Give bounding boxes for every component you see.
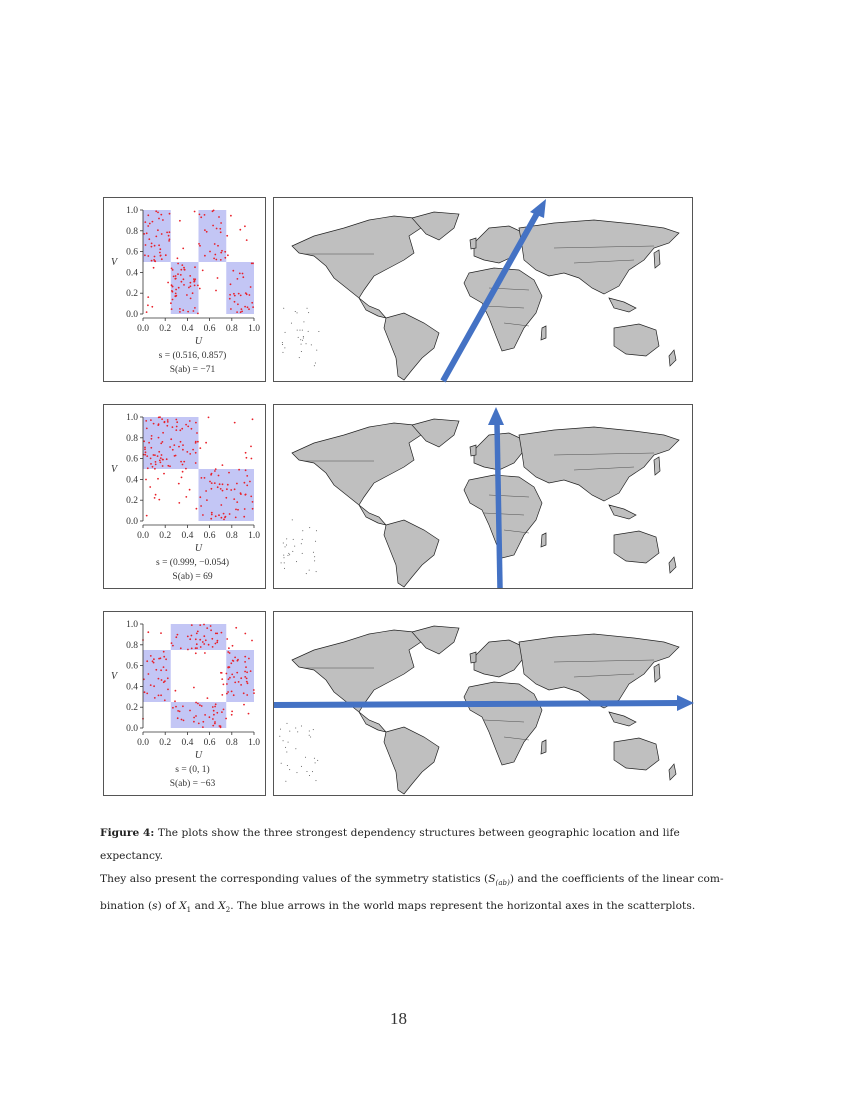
symmetry-statistic-label: S(ab) = −71 — [169, 365, 216, 375]
x-tick-label: 0.4 — [181, 531, 194, 541]
y-axis-label: V — [110, 464, 118, 475]
y-tick-label: 0.2 — [126, 703, 138, 714]
shaded-region — [226, 262, 254, 314]
x-tick-label: 0.2 — [159, 531, 172, 541]
coefficients-label: s = (0.999, −0.054) — [156, 558, 229, 568]
y-tick-label: 1.0 — [126, 620, 138, 630]
y-tick-label: 0.6 — [126, 661, 138, 672]
caption-line-3c: . The blue arrows in the world maps represent the horizontal axes in the scatterplots. — [230, 900, 696, 913]
world-map-panel-1 — [273, 197, 693, 382]
y-tick-label: 1.0 — [126, 206, 138, 216]
x-tick-label: 0.6 — [203, 531, 216, 541]
symmetry-statistic-label: S(ab) = −63 — [169, 779, 216, 789]
page-number: 18 — [390, 1009, 407, 1028]
world-map-3 — [274, 612, 694, 797]
world-map-panel-2 — [273, 404, 693, 589]
coefficients-label: s = (0, 1) — [175, 765, 210, 775]
y-tick-label: 0.8 — [126, 640, 138, 651]
shaded-region — [171, 624, 227, 650]
x-tick-label: 0.2 — [159, 324, 172, 334]
x-tick-label: 0.4 — [181, 738, 194, 748]
y-tick-label: 0.2 — [126, 289, 138, 300]
x-axis-label: U — [194, 543, 203, 554]
x1-subscript: 1 — [186, 906, 192, 915]
shaded-region — [226, 650, 254, 702]
x-tick-label: 1.0 — [248, 738, 260, 748]
caption-line-2a: They also present the corresponding values of the symmetry statistics ( — [100, 873, 489, 885]
x-tick-label: 0.2 — [159, 738, 172, 748]
caption-line-1: The plots show the three strongest dependency structures between geographic location and life expectancy. — [100, 827, 680, 862]
y-tick-label: 0.6 — [126, 247, 138, 258]
x-tick-label: 0.0 — [137, 324, 149, 334]
y-tick-label: 1.0 — [126, 413, 138, 423]
scatter-panel-1 — [103, 197, 266, 382]
x-tick-label: 0.4 — [181, 324, 194, 334]
world-landmasses — [292, 626, 679, 794]
scatter-panel-3 — [103, 611, 266, 796]
scatterplot-2 — [104, 405, 267, 590]
y-tick-label: 0.0 — [126, 724, 138, 734]
shaded-region — [143, 417, 199, 469]
x-tick-label: 0.6 — [203, 738, 216, 748]
x-axis-label: U — [194, 336, 203, 347]
world-landmasses — [292, 212, 679, 380]
x-tick-label: 1.0 — [248, 324, 260, 334]
y-axis-label: V — [110, 257, 118, 268]
figure-caption — [100, 822, 740, 922]
coef-symbol: s — [152, 900, 158, 913]
caption-line-3b: ) of — [157, 900, 180, 913]
caption-line-2b: ) and the coefficients of the linear com- — [509, 873, 724, 885]
caption-line-3a: bination ( — [100, 900, 153, 913]
x1-symbol: X — [179, 900, 187, 913]
x2-symbol: X — [218, 900, 226, 913]
y-tick-label: 0.6 — [126, 454, 138, 465]
world-landmasses — [292, 419, 679, 587]
coefficients-label: s = (0.516, 0.857) — [158, 351, 227, 361]
y-tick-label: 0.2 — [126, 496, 138, 507]
y-tick-label: 0.4 — [126, 682, 138, 693]
y-tick-label: 0.4 — [126, 268, 138, 279]
symmetry-stat-symbol: S — [488, 873, 496, 885]
caption-and: and — [191, 900, 219, 913]
scatter-panel-2 — [103, 404, 266, 589]
x-tick-label: 0.8 — [225, 324, 238, 334]
symmetry-statistic-label: S(ab) = 69 — [172, 572, 213, 582]
world-map-2 — [274, 405, 694, 590]
shaded-region — [199, 210, 227, 262]
symmetry-stat-subscript: (ab) — [495, 879, 510, 888]
x-tick-label: 0.8 — [225, 531, 238, 541]
y-tick-label: 0.8 — [126, 433, 138, 444]
world-map-1 — [274, 198, 694, 383]
x-tick-label: 0.0 — [137, 738, 149, 748]
scatterplot-3 — [104, 612, 267, 797]
world-map-panel-3 — [273, 611, 693, 796]
x-axis-label: U — [194, 750, 203, 761]
x-tick-label: 0.6 — [203, 324, 216, 334]
x-tick-label: 1.0 — [248, 531, 260, 541]
y-tick-label: 0.4 — [126, 475, 138, 486]
y-tick-label: 0.0 — [126, 310, 138, 320]
x-tick-label: 0.8 — [225, 738, 238, 748]
caption-label: Figure 4: — [100, 827, 155, 839]
x-tick-label: 0.0 — [137, 531, 149, 541]
y-axis-label: V — [110, 671, 118, 682]
x2-subscript: 2 — [225, 906, 231, 915]
y-tick-label: 0.8 — [126, 226, 138, 237]
scatterplot-1 — [104, 198, 267, 383]
y-tick-label: 0.0 — [126, 517, 138, 527]
